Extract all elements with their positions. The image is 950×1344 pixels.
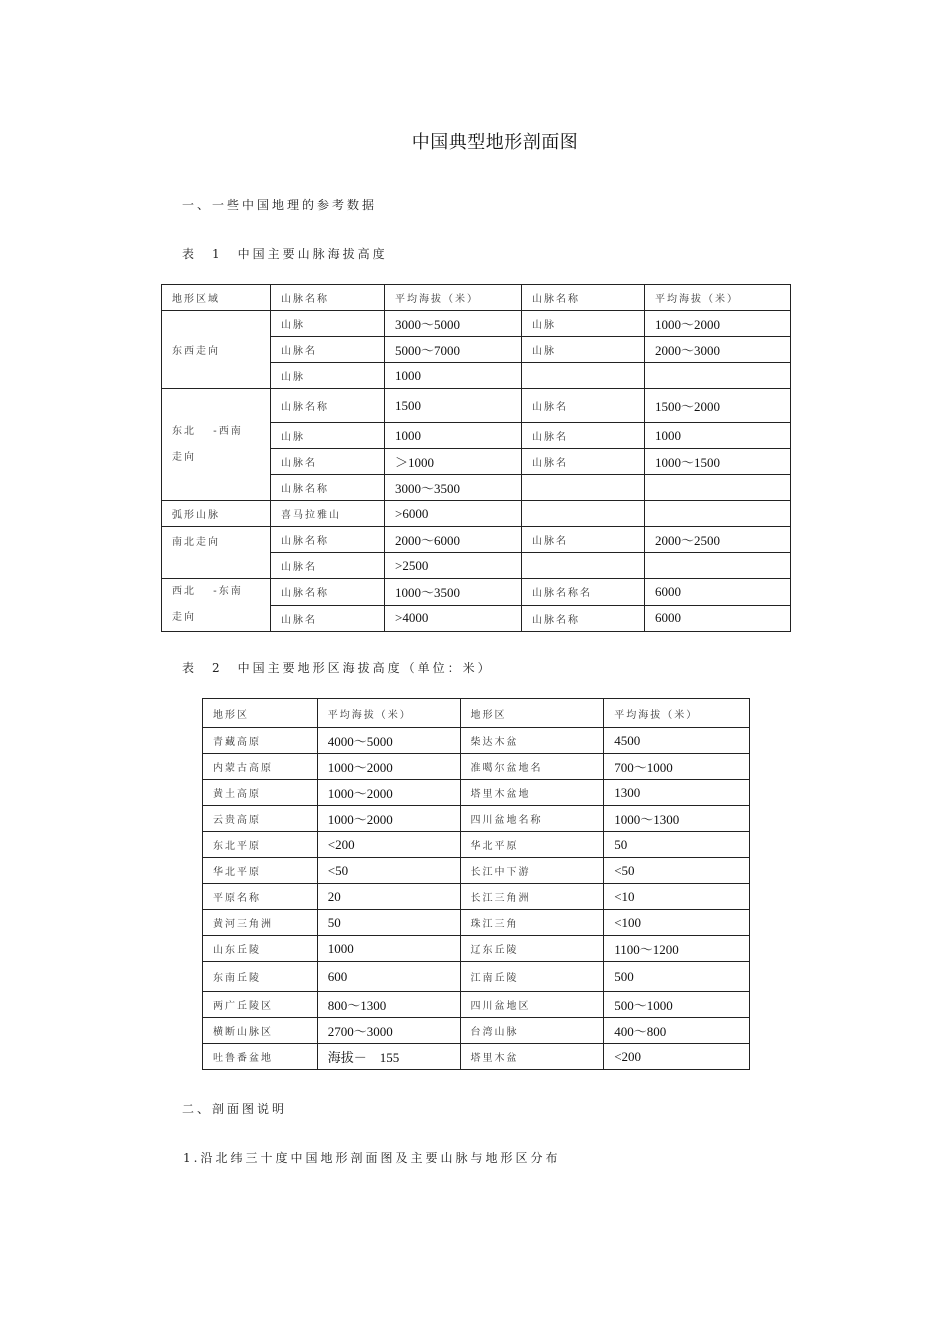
table-row [203, 728, 750, 754]
table-row [203, 936, 750, 962]
table-row [162, 579, 791, 606]
table-cell: 山脉 [522, 337, 645, 363]
region-line: 走向 [172, 451, 196, 463]
table-cell: 5000～7000 [385, 337, 522, 363]
table-cell: 山脉名称 [271, 579, 385, 606]
table-cell [645, 553, 791, 579]
table-cell: 2000～6000 [385, 527, 522, 553]
table-cell: 50 [317, 910, 460, 936]
table-row [203, 780, 750, 806]
table-row [203, 1044, 750, 1070]
table-cell: 横断山脉区 [203, 1018, 318, 1044]
table-row [203, 992, 750, 1018]
table-cell: 山脉 [522, 311, 645, 337]
table-cell: 两广丘陵区 [203, 992, 318, 1018]
table-cell: 山脉名 [522, 389, 645, 423]
table-cell: 华北平原 [203, 858, 318, 884]
table-cell: 山脉名称 [271, 389, 385, 423]
table-cell: 20 [317, 884, 460, 910]
header-cell: 平均海拔（米） [604, 699, 750, 728]
table-cell: ＞1000 [385, 449, 522, 475]
header-cell: 平均海拔（米） [645, 285, 791, 311]
table-cell: 1000 [317, 936, 460, 962]
header-cell: 地形区 [203, 699, 318, 728]
header-cell: 山脉名称 [522, 285, 645, 311]
table-cell: 1000～3500 [385, 579, 522, 606]
table-cell: 东南丘陵 [203, 962, 318, 992]
table-row [203, 806, 750, 832]
table-cell: 四川盆地名称 [460, 806, 604, 832]
table-cell [522, 553, 645, 579]
table-cell: <10 [604, 884, 750, 910]
table-row [162, 527, 791, 553]
table-cell: 1100～1200 [604, 936, 750, 962]
table-cell: 江南丘陵 [460, 962, 604, 992]
table-cell: <200 [604, 1044, 750, 1070]
region-cell: 南北走向 [162, 527, 271, 579]
table-cell: 6000 [645, 579, 791, 606]
table-cell: 山脉名称 [271, 527, 385, 553]
list-item-one: 1.沿北纬三十度中国地形剖面图及主要山脉与地形区分布 [183, 1151, 561, 1165]
table-header-row [162, 285, 791, 311]
page-title: 中国典型地形剖面图 [411, 132, 579, 153]
header-cell: 地形区 [460, 699, 604, 728]
header-cell: 平均海拔（米） [317, 699, 460, 728]
table-cell: 山脉名 [271, 337, 385, 363]
table1-caption: 表 1 中国主要山脉海拔高度 [182, 247, 388, 261]
table-row [162, 389, 791, 423]
table-cell: <100 [604, 910, 750, 936]
table-cell: 4000～5000 [317, 728, 460, 754]
table-row [203, 858, 750, 884]
table-cell: >4000 [385, 605, 522, 632]
table-cell: 1000～2000 [317, 780, 460, 806]
section-heading-one: 一、一些中国地理的参考数据 [182, 198, 378, 212]
table-cell [645, 363, 791, 389]
table-row [203, 1018, 750, 1044]
table-cell [522, 363, 645, 389]
table-cell [645, 475, 791, 501]
table-cell: 1000～1300 [604, 806, 750, 832]
table-row [203, 754, 750, 780]
region-line: 走向 [172, 612, 196, 623]
table-cell: 珠江三角 [460, 910, 604, 936]
table-row [203, 910, 750, 936]
table-row [203, 832, 750, 858]
table-row [203, 884, 750, 910]
table-cell: 1000～2000 [645, 311, 791, 337]
table-row [162, 501, 791, 527]
table-cell: 400～800 [604, 1018, 750, 1044]
table-cell: 黄河三角洲 [203, 910, 318, 936]
terrain-altitude-table [202, 698, 750, 1070]
table-cell: 山脉名 [522, 423, 645, 449]
table-cell: 1000～2000 [317, 806, 460, 832]
table-cell: 辽东丘陵 [460, 936, 604, 962]
table-cell: >6000 [385, 501, 522, 527]
table-header-row [203, 699, 750, 728]
header-cell: 地形区域 [162, 285, 271, 311]
table-cell: 山脉名 [271, 605, 385, 632]
table-cell: 准噶尔盆地名 [460, 754, 604, 780]
table-cell: 内蒙古高原 [203, 754, 318, 780]
table-cell: 台湾山脉 [460, 1018, 604, 1044]
table-cell: 1000 [385, 423, 522, 449]
header-cell: 山脉名称 [271, 285, 385, 311]
table-cell: <50 [604, 858, 750, 884]
table-cell: 500 [604, 962, 750, 992]
region-cell: 东西走向 [162, 311, 271, 389]
table-row [203, 962, 750, 992]
table-cell: 黄土高原 [203, 780, 318, 806]
table-cell: 山脉名 [271, 449, 385, 475]
table-cell: 1000～1500 [645, 449, 791, 475]
section-heading-two: 二、剖面图说明 [182, 1102, 288, 1116]
table-cell: 塔里木盆 [460, 1044, 604, 1070]
table-cell: 1300 [604, 780, 750, 806]
table-cell: 山脉名称 [271, 475, 385, 501]
table-cell: 4500 [604, 728, 750, 754]
region-cell: 弧形山脉 [162, 501, 271, 527]
mountain-altitude-table [161, 284, 791, 632]
region-line: 西北 -东南 [172, 586, 243, 597]
table-cell: 1500～2000 [645, 389, 791, 423]
table-cell: 800～1300 [317, 992, 460, 1018]
table2-caption: 表 2 中国主要地形区海拔高度（单位：米） [182, 661, 493, 675]
table-cell: 东北平原 [203, 832, 318, 858]
table-cell: 山脉名 [522, 527, 645, 553]
table-cell: 山东丘陵 [203, 936, 318, 962]
table-cell: <50 [317, 858, 460, 884]
table-cell: 喜马拉雅山 [271, 501, 385, 527]
table-cell: >2500 [385, 553, 522, 579]
table-cell: 青藏高原 [203, 728, 318, 754]
header-cell: 平均海拔（米） [385, 285, 522, 311]
table-cell: 长江三角洲 [460, 884, 604, 910]
table-row [162, 311, 791, 337]
table-cell: 海拔－ 155 [317, 1044, 460, 1070]
region-line: 东北 -西南 [172, 425, 243, 437]
table-cell: 3000～3500 [385, 475, 522, 501]
table-cell: 云贵高原 [203, 806, 318, 832]
table-cell: 3000～5000 [385, 311, 522, 337]
table-cell: 50 [604, 832, 750, 858]
table-cell: 吐鲁番盆地 [203, 1044, 318, 1070]
table-cell: 山脉 [271, 311, 385, 337]
table-cell: 山脉名 [271, 553, 385, 579]
region-cell [162, 579, 271, 632]
table-cell: 山脉 [271, 363, 385, 389]
table-cell: 四川盆地区 [460, 992, 604, 1018]
table-cell: 山脉 [271, 423, 385, 449]
table-cell [522, 475, 645, 501]
table-cell: 6000 [645, 605, 791, 632]
table-cell: 1000～2000 [317, 754, 460, 780]
table-cell: 2000～3000 [645, 337, 791, 363]
table-cell: 700～1000 [604, 754, 750, 780]
table-cell: <200 [317, 832, 460, 858]
table-cell: 柴达木盆 [460, 728, 604, 754]
table-cell [522, 501, 645, 527]
table-cell [645, 501, 791, 527]
table-cell: 平原名称 [203, 884, 318, 910]
table-cell: 长江中下游 [460, 858, 604, 884]
table-cell: 2000～2500 [645, 527, 791, 553]
table-cell: 山脉名 [522, 449, 645, 475]
table-cell: 2700～3000 [317, 1018, 460, 1044]
table-cell: 1500 [385, 389, 522, 423]
table-cell: 塔里木盆地 [460, 780, 604, 806]
region-cell [162, 389, 271, 501]
table-cell: 500～1000 [604, 992, 750, 1018]
table-cell: 600 [317, 962, 460, 992]
table-cell: 山脉名称名 [522, 579, 645, 606]
table-cell: 1000 [645, 423, 791, 449]
table-cell: 华北平原 [460, 832, 604, 858]
table-cell: 1000 [385, 363, 522, 389]
table-cell: 山脉名称 [522, 605, 645, 632]
